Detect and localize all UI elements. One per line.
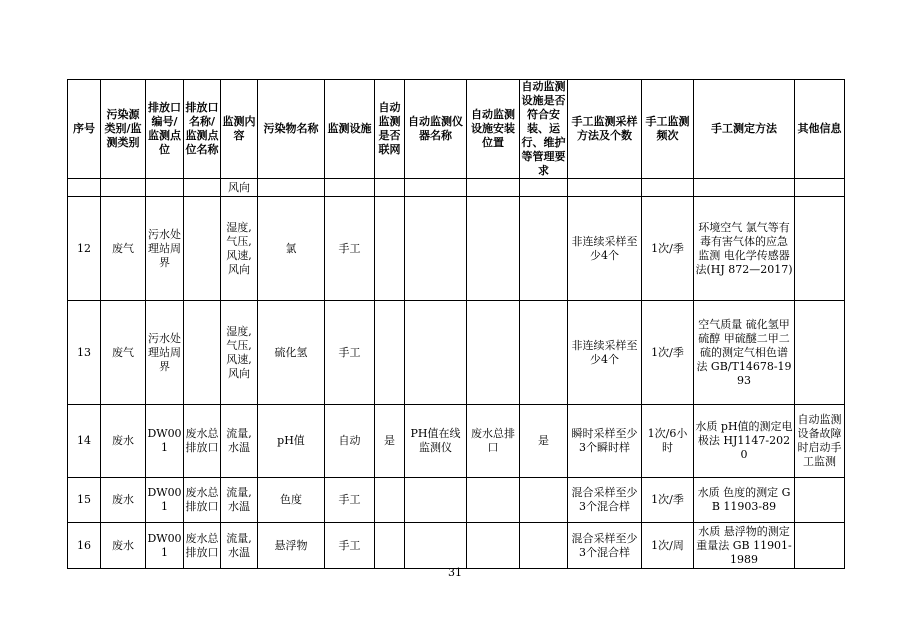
continuation-row <box>68 179 845 197</box>
table-row <box>68 301 845 405</box>
instrument-cell <box>405 197 467 301</box>
networked-cell <box>375 478 405 523</box>
install-location-cell <box>467 197 520 301</box>
row-number: 12 <box>68 197 101 301</box>
install-location-cell: 废水总排口 <box>467 405 520 478</box>
header-cell: 排放口编号/监测点位 <box>146 80 184 179</box>
table-cell <box>325 179 375 197</box>
networked-cell <box>375 197 405 301</box>
content-cell: 流量,水温 <box>221 405 258 478</box>
header-cell: 自动监测是否联网 <box>375 80 405 179</box>
outlet-name-cell <box>184 197 221 301</box>
method-cell: 水质 pH值的测定电极法 HJ1147-2020 <box>694 405 795 478</box>
content-cell: 流量,水温 <box>221 478 258 523</box>
method-cell: 空气质量 硫化氢甲硫醇 甲硫醚二甲二硫的测定气相色谱法 GB/T14678-1993 <box>694 301 795 405</box>
outlet-code-cell: 污水处理站周界 <box>146 197 184 301</box>
outlet-name-cell: 废水总排放口 <box>184 405 221 478</box>
table-row <box>68 523 845 569</box>
outlet-name-cell <box>184 301 221 405</box>
header-cell: 自动监测设施安装位置 <box>467 80 520 179</box>
sampling-cell: 非连续采样至少4个 <box>568 301 642 405</box>
content-cell: 湿度,气压,风速,风向 <box>221 197 258 301</box>
install-location-cell <box>467 478 520 523</box>
method-cell: 水质 悬浮物的测定 重量法 GB 11901-1989 <box>694 523 795 569</box>
other-cell <box>795 478 845 523</box>
method-cell: 环境空气 氯气等有毒有害气体的应急监测 电化学传感器法(HJ 872—2017) <box>694 197 795 301</box>
instrument-cell <box>405 523 467 569</box>
table-cell <box>520 179 568 197</box>
table-cell <box>405 179 467 197</box>
install-location-cell <box>467 523 520 569</box>
outlet-code-cell: DW001 <box>146 478 184 523</box>
header-cell: 污染物名称 <box>258 80 325 179</box>
compliance-cell <box>520 197 568 301</box>
table-cell <box>694 179 795 197</box>
networked-cell <box>375 523 405 569</box>
monitoring-table <box>67 79 845 569</box>
frequency-cell: 1次/季 <box>642 301 694 405</box>
header-cell: 监测设施 <box>325 80 375 179</box>
content-cell: 流量,水温 <box>221 523 258 569</box>
pollutant-cell: pH值 <box>258 405 325 478</box>
header-cell: 手工监测频次 <box>642 80 694 179</box>
outlet-code-cell: 污水处理站周界 <box>146 301 184 405</box>
facility-cell: 自动 <box>325 405 375 478</box>
frequency-cell: 1次/季 <box>642 478 694 523</box>
method-cell: 水质 色度的测定 GB 11903-89 <box>694 478 795 523</box>
header-row <box>68 80 845 179</box>
other-cell <box>795 301 845 405</box>
outlet-code-cell: DW001 <box>146 523 184 569</box>
row-number: 15 <box>68 478 101 523</box>
category-cell: 废水 <box>101 405 146 478</box>
header-cell: 序号 <box>68 80 101 179</box>
category-cell: 废气 <box>101 197 146 301</box>
facility-cell: 手工 <box>325 478 375 523</box>
other-cell <box>795 523 845 569</box>
table-cell <box>375 179 405 197</box>
table-cell <box>467 179 520 197</box>
header-cell: 自动监测仪器名称 <box>405 80 467 179</box>
table-row <box>68 478 845 523</box>
install-location-cell <box>467 301 520 405</box>
instrument-cell: PH值在线监测仪 <box>405 405 467 478</box>
instrument-cell <box>405 478 467 523</box>
table-cell: 风向 <box>221 179 258 197</box>
networked-cell <box>375 301 405 405</box>
table-cell <box>184 179 221 197</box>
header-cell: 监测内容 <box>221 80 258 179</box>
outlet-name-cell: 废水总排放口 <box>184 478 221 523</box>
page-number: 31 <box>448 566 462 579</box>
header-cell: 其他信息 <box>795 80 845 179</box>
content-cell: 湿度,气压,风速,风向 <box>221 301 258 405</box>
header-cell: 自动监测设施是否符合安装、运行、维护等管理要求 <box>521 80 566 177</box>
compliance-cell <box>520 523 568 569</box>
pollutant-cell: 悬浮物 <box>258 523 325 569</box>
facility-cell: 手工 <box>325 197 375 301</box>
networked-cell: 是 <box>375 405 405 478</box>
facility-cell: 手工 <box>325 523 375 569</box>
row-number: 14 <box>68 405 101 478</box>
compliance-cell <box>520 478 568 523</box>
sampling-cell: 混合采样至少3个混合样 <box>568 523 642 569</box>
frequency-cell: 1次/季 <box>642 197 694 301</box>
table-cell <box>795 179 845 197</box>
frequency-cell: 1次/6小时 <box>642 405 694 478</box>
frequency-cell: 1次/周 <box>642 523 694 569</box>
table-cell <box>258 179 325 197</box>
table-cell <box>146 179 184 197</box>
pollutant-cell: 硫化氢 <box>258 301 325 405</box>
header-cell: 排放口名称/监测点位名称 <box>184 80 221 179</box>
table-cell <box>642 179 694 197</box>
sampling-cell: 混合采样至少3个混合样 <box>568 478 642 523</box>
pollutant-cell: 色度 <box>258 478 325 523</box>
row-number: 16 <box>68 523 101 569</box>
header-cell: 手工测定方法 <box>694 80 795 179</box>
compliance-cell <box>520 301 568 405</box>
table-cell <box>68 179 101 197</box>
header-cell: 污染源类别/监测类别 <box>101 80 146 179</box>
table-cell <box>101 179 146 197</box>
category-cell: 废水 <box>101 478 146 523</box>
instrument-cell <box>405 301 467 405</box>
sampling-cell: 非连续采样至少4个 <box>568 197 642 301</box>
outlet-code-cell: DW001 <box>146 405 184 478</box>
pollutant-cell: 氯 <box>258 197 325 301</box>
row-number: 13 <box>68 301 101 405</box>
table-row <box>68 405 845 478</box>
table-cell <box>568 179 642 197</box>
category-cell: 废水 <box>101 523 146 569</box>
table-row <box>68 197 845 301</box>
outlet-name-cell: 废水总排放口 <box>184 523 221 569</box>
category-cell: 废气 <box>101 301 146 405</box>
header-cell: 手工监测采样方法及个数 <box>568 80 642 179</box>
other-cell: 自动监测设备故障时启动手工监测 <box>795 405 845 478</box>
sampling-cell: 瞬时采样至少3个瞬时样 <box>568 405 642 478</box>
facility-cell: 手工 <box>325 301 375 405</box>
compliance-cell: 是 <box>520 405 568 478</box>
other-cell <box>795 197 845 301</box>
